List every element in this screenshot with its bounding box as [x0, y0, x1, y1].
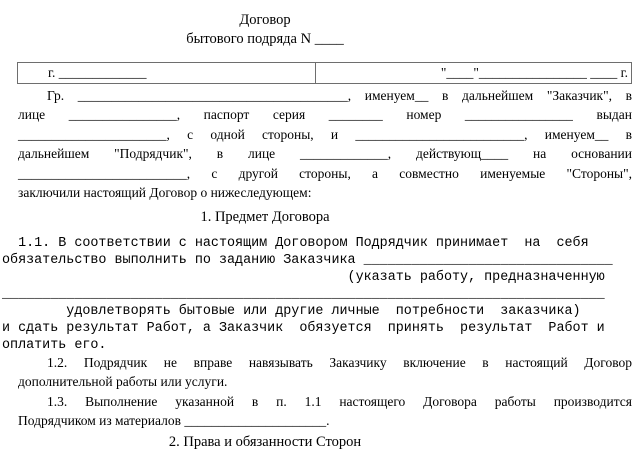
contract-number-line: бытового подряда N ____ — [186, 31, 344, 47]
clause-1-1-line: обязательство выполнить по заданию Заказчика _______________________________ — [2, 253, 613, 268]
intro-line: _________________________, с другой стороны, а совместно именуемые "Стороны", — [18, 165, 632, 181]
intro-line: Гр. ________________________________________, именуем__ в дальнейшем "Заказчик", в — [47, 88, 632, 103]
city-date-table — [17, 62, 632, 84]
clauses-1-2-1-3 — [18, 353, 632, 431]
clause-1-1-line: 1.1. В соответствии с настоящим Договором Подрядчик принимает на себя — [2, 236, 589, 251]
fill-hint-line: (указать работу, предназначенную — [2, 270, 605, 285]
intro-line: заключили настоящий Договор о нижеследующем: — [18, 185, 312, 201]
intro-paragraph — [18, 86, 632, 202]
clause-1-1-line: и сдать результат Работ, а Заказчик обязуется принять результат Работ и — [2, 321, 605, 336]
intro-line: ______________________, с одной стороны, и _________________________, именуем__ в — [18, 126, 632, 142]
intro-line: лице ________________, паспорт серия ________ номер ________________ выдан — [18, 107, 632, 123]
date-field: "____"________________ ____ г. — [440, 65, 628, 80]
clause-1-3-line: 1.3. Выполнение указанной в п. 1.1 настоящего Договора работы производится — [47, 393, 632, 409]
section-1-heading: 1. Предмет Договора — [200, 209, 330, 225]
clause-1-2-line: 1.2. Подрядчик не вправе навязывать Заказчику включение в настоящий Договор — [47, 355, 632, 370]
document-title — [0, 11, 530, 49]
clause-1-2-line: дополнительной работы или услуги. — [18, 374, 228, 390]
section-2-heading: 2. Права и обязанности Сторон — [168, 434, 362, 450]
intro-line: дальнейшем "Подрядчик", в лице _____________, действующ____ на основании — [18, 146, 632, 162]
clause-1-3-line: Подрядчиком из материалов _____________________. — [18, 413, 330, 429]
clause-1-1 — [2, 235, 620, 354]
city-field: г. _____________ — [18, 63, 316, 83]
document-title-line1: Договор — [239, 12, 291, 28]
fill-hint-line: удовлетворять бытовые или другие личные потребности заказчика) — [2, 304, 581, 319]
blank-fill-line: ___________________________________________________________________________ — [2, 287, 605, 302]
clause-1-1-line: оплатить его. — [2, 338, 107, 353]
